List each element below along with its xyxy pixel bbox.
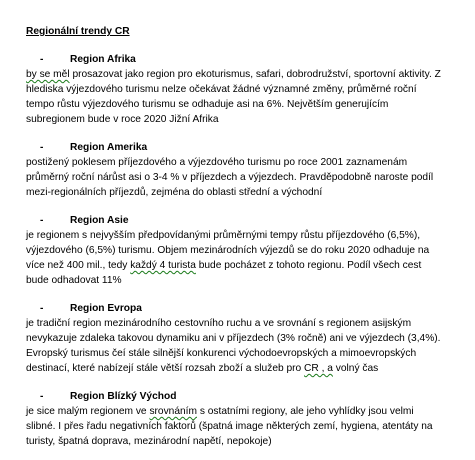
region-text-afrika xyxy=(26,67,457,127)
region-text-evropa xyxy=(26,316,457,376)
section-afrika xyxy=(26,52,457,127)
text-line: s ostatními regiony, ale jeho vyhlídky jsou velmi xyxy=(197,406,414,417)
text-line: destinací, které nabízejí stále větší rozsah zboží a služeb pro xyxy=(26,363,305,374)
list-dash: - xyxy=(40,303,44,314)
text-line: Evropský turismus čeí stále silnější konkurenci východoevropských a mimoevropských xyxy=(26,348,417,359)
section-asie xyxy=(26,213,457,288)
text-line: subregionem bude v roce 2020 Jižní Afrika xyxy=(26,114,219,125)
text-line: bude pocházet z tohoto regionu. Podíl všech cest xyxy=(195,260,422,271)
text-line: je tradiční region mezinárodního cestovního ruchu a ve srovnání s regionem asijským xyxy=(26,318,412,329)
text-line: slibné. I přes řadu negativních faktorů (špatná image některých zemí, hygiena, atentáty na xyxy=(26,421,433,432)
text-line: nevykazuje zdaleka takovou dynamiku ani v příjezdech (3% ročně) ani ve výjezdech (3,4%). xyxy=(26,333,441,344)
grammar-flagged-text: každý 4 turista xyxy=(130,260,196,271)
list-dash: - xyxy=(40,391,44,402)
text-line: je regionem s nejvyšším předpovídanými průměrnými tempy růstu příjezdového (6,5%), xyxy=(26,230,421,241)
text-line: postižený poklesem příjezdového a výjezdového turismu po roce 2001 zaznamenám xyxy=(26,157,408,168)
region-heading-label: Region Asie xyxy=(70,215,129,226)
region-heading-label: Region Evropa xyxy=(70,303,142,314)
list-dash: - xyxy=(40,142,44,153)
region-heading-label: Region Afrika xyxy=(70,54,136,65)
text-line: tempo růstu výjezdového turismu se odhaduje asi na 6%. Největším generujícím xyxy=(26,99,389,110)
region-heading-label: Region Blízký Východ xyxy=(70,391,177,402)
text-line: volný čas xyxy=(332,363,379,374)
region-heading-blizky-vychod xyxy=(26,389,457,404)
region-text-asie xyxy=(26,228,457,288)
region-text-blizky-vychod xyxy=(26,404,457,449)
document-title: Regionální trendy CR xyxy=(26,26,130,37)
text-line: více než 400 mil., tedy xyxy=(26,260,131,271)
text-line: mezi-regionálních příjezdů, zejména do oblasti střední a východní xyxy=(26,187,323,198)
text-line: průměrný roční nárůst asi o 3-4 % v příjezdech a výjezdech. Pravděpodobně naroste podíl xyxy=(26,172,434,183)
region-heading-amerika xyxy=(26,140,457,155)
grammar-flagged-text: srovnáním xyxy=(149,406,197,417)
list-dash: - xyxy=(40,215,44,226)
region-heading-label: Region Amerika xyxy=(70,142,148,153)
text-line: výjezdového (6,5%) turismu. Objem mezinárodních výjezdů se do roku 2020 odhaduje na xyxy=(26,245,430,256)
section-evropa xyxy=(26,301,457,376)
text-line: prosazovat jako region pro ekoturismus, safari, dobrodružství, sportovní aktivity. Z xyxy=(69,69,441,80)
section-amerika xyxy=(26,140,457,200)
section-blizky-vychod xyxy=(26,389,457,449)
grammar-flagged-text: by se měl xyxy=(26,69,70,80)
region-heading-evropa xyxy=(26,301,457,316)
region-text-amerika xyxy=(26,155,457,200)
text-line: turisty, špatná doprava, mezinárodní napětí, nepokoje) xyxy=(26,436,272,447)
text-line: je sice malým regionem ve xyxy=(26,406,150,417)
grammar-flagged-text: CR , a xyxy=(304,363,333,374)
list-dash: - xyxy=(40,54,44,65)
text-line: bude odhadovat 11% xyxy=(26,275,122,286)
text-line: hlediska výjezdového turismu nelze očekávat žádné významné změny, průměrné roční xyxy=(26,84,417,95)
region-heading-asie xyxy=(26,213,457,228)
region-heading-afrika xyxy=(26,52,457,67)
